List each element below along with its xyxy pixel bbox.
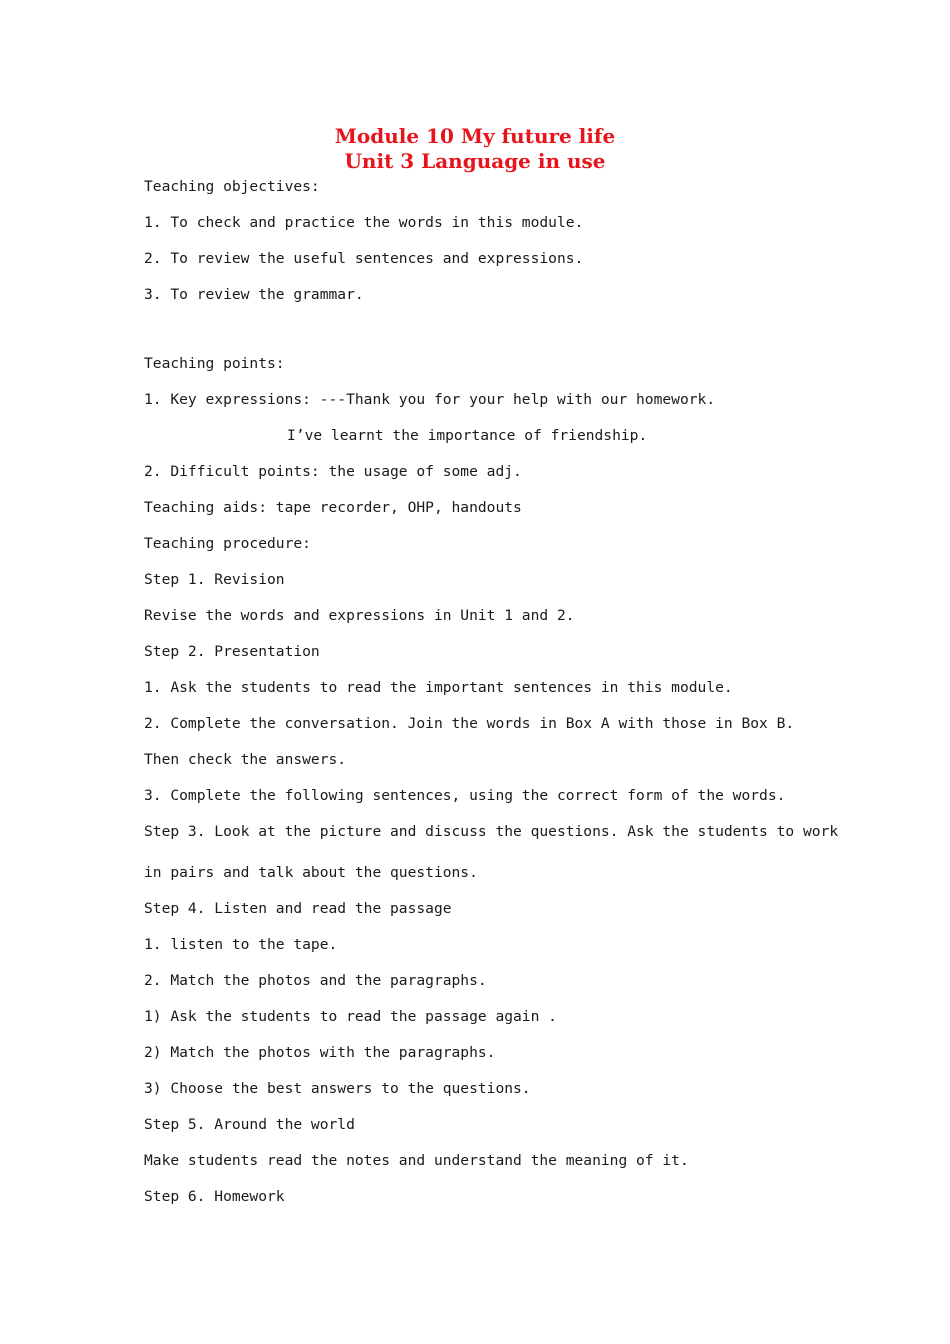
objective-2: 2. To review the useful sentences and expressions.	[144, 250, 584, 267]
step-3-heading: Step 3. Look at the picture and discuss the questions. Ask the students to work	[144, 823, 839, 840]
step-1-heading: Step 1. Revision	[144, 571, 285, 588]
teaching-procedure-heading: Teaching procedure:	[144, 535, 311, 552]
objective-1: 1. To check and practice the words in this module.	[144, 214, 584, 231]
step-3-cont: in pairs and talk about the questions.	[144, 864, 478, 881]
step-4-item-2: 2. Match the photos and the paragraphs.	[144, 972, 487, 989]
step-2-item-1: 1. Ask the students to read the important sentences in this module.	[144, 679, 733, 696]
step-4-sub-3: 3) Choose the best answers to the questions.	[144, 1080, 531, 1097]
step-5-text: Make students read the notes and understand the meaning of it.	[144, 1152, 689, 1169]
key-expressions-cont: I’ve learnt the importance of friendship.	[287, 427, 648, 444]
step-5-heading: Step 5. Around the world	[144, 1116, 355, 1133]
step-2-item-2: 2. Complete the conversation. Join the words in Box A with those in Box B.	[144, 715, 795, 732]
unit-title: Unit 3 Language in use	[344, 149, 606, 173]
step-4-heading: Step 4. Listen and read the passage	[144, 900, 452, 917]
step-4-sub-2: 2) Match the photos with the paragraphs.	[144, 1044, 496, 1061]
step-1-text: Revise the words and expressions in Unit 1 and 2.	[144, 607, 575, 624]
step-4-sub-1: 1) Ask the students to read the passage again .	[144, 1008, 557, 1025]
step-2-heading: Step 2. Presentation	[144, 643, 320, 660]
step-2-item-2-cont: Then check the answers.	[144, 751, 347, 768]
difficult-points: 2. Difficult points: the usage of some adj.	[144, 463, 522, 480]
teaching-points-heading: Teaching points:	[144, 355, 285, 372]
step-4-item-1: 1. listen to the tape.	[144, 936, 338, 953]
step-2-item-3: 3. Complete the following sentences, using the correct form of the words.	[144, 787, 786, 804]
objective-3: 3. To review the grammar.	[144, 286, 364, 303]
module-title: Module 10 My future life	[334, 124, 616, 148]
teaching-objectives-heading: Teaching objectives:	[144, 178, 320, 195]
step-6-heading: Step 6. Homework	[144, 1188, 285, 1205]
key-expressions: 1. Key expressions: ---Thank you for your help with our homework.	[144, 391, 716, 408]
teaching-aids: Teaching aids: tape recorder, OHP, handouts	[144, 499, 522, 516]
